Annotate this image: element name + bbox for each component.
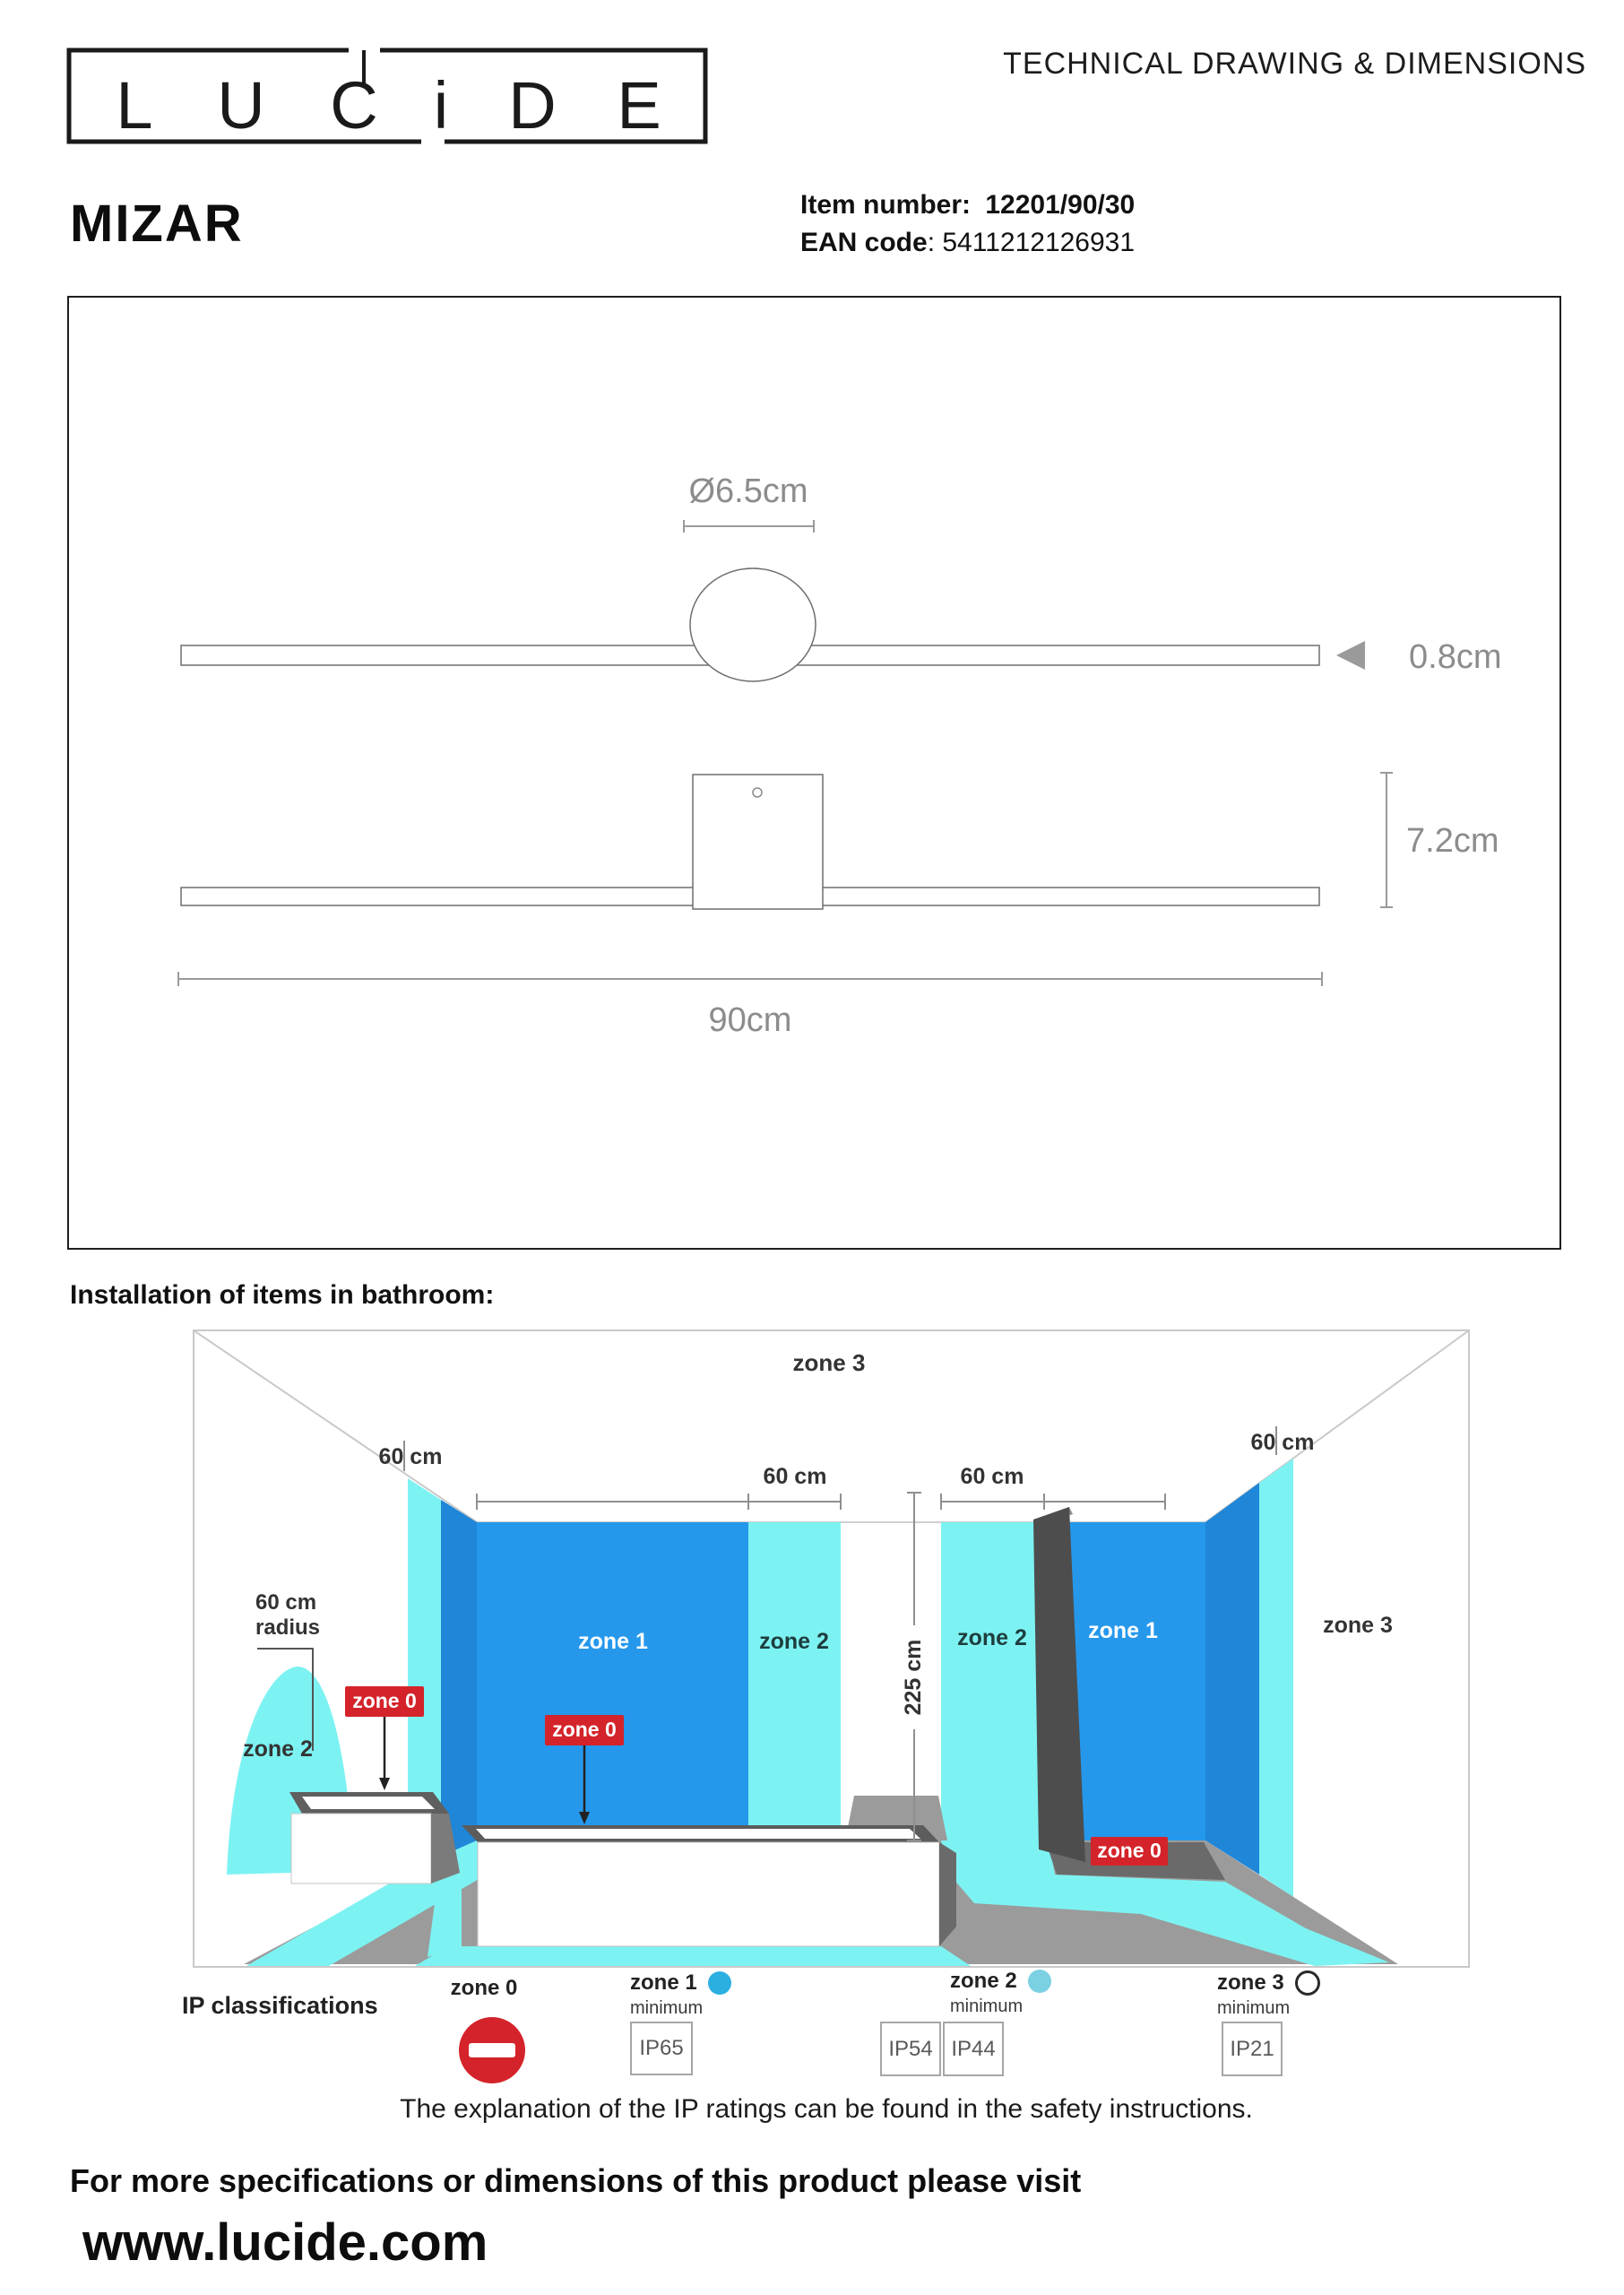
width-label: 90cm (708, 1001, 792, 1039)
logo-letter: E (617, 68, 661, 143)
zone2-sidewall-right (1259, 1459, 1293, 1897)
zone1-sidewall-left (441, 1500, 477, 1857)
zone2-label-left: zone 2 (759, 1629, 829, 1654)
item-number-row (800, 186, 1135, 224)
no-entry-icon (459, 2017, 525, 2083)
height-dim-label: 225 cm (901, 1639, 926, 1716)
footer-text: For more specifications or dimensions of this product please visit (70, 2162, 1082, 2199)
zone2-label-far-left: zone 2 (243, 1736, 313, 1762)
ean-value: : 5411212126931 (927, 228, 1136, 257)
bathroom-zone-diagram (193, 1329, 1470, 1968)
ip-zone3-name: zone 3 (1217, 1970, 1284, 1995)
zone1-wall-left (477, 1522, 748, 1840)
ip54-box: IP54 (880, 2022, 941, 2076)
product-name: MIZAR (70, 195, 244, 253)
diameter-label: Ø6.5cm (688, 472, 808, 510)
zone0-badge-tub-label: zone 0 (552, 1718, 617, 1741)
website-link[interactable]: www.lucide.com (82, 2213, 488, 2272)
ip-zone1-name: zone 1 (630, 1970, 697, 1995)
ip-zone0-name: zone 0 (450, 1976, 518, 2000)
logo-letter: U (217, 68, 265, 143)
ip-heading: IP classifications (182, 1992, 378, 2019)
tub-front (478, 1842, 939, 1946)
ip65-box: IP65 (630, 2022, 693, 2075)
ip-zone2-row (950, 1969, 1051, 1994)
ip-zone3-minimum: minimum (1217, 1998, 1291, 2018)
zone1-dot-icon (708, 1971, 731, 1995)
item-number-value: 12201/90/30 (985, 190, 1136, 220)
logo-letter: D (508, 68, 557, 143)
technical-drawing (69, 298, 1559, 1248)
logo-letter: L (116, 68, 153, 143)
technical-drawing-box (67, 296, 1561, 1250)
ip-zone1-row (630, 1970, 731, 1996)
thickness-label: 0.8cm (1409, 638, 1502, 676)
fixture-sphere (690, 568, 816, 681)
zone1-label-right: zone 1 (1088, 1618, 1158, 1643)
zone3-ceiling-label: zone 3 (792, 1349, 866, 1376)
thickness-arrow (1336, 641, 1365, 670)
radius-label-line1: 60 cm (255, 1590, 317, 1615)
ean-row (800, 224, 1135, 262)
zone3-wall-label: zone 3 (1323, 1613, 1393, 1638)
no-entry-bar (469, 2043, 515, 2057)
dim-60cm-label-left: 60 cm (763, 1464, 827, 1489)
zone2-label-right: zone 2 (957, 1625, 1027, 1650)
dim-60cm-label-right: 60 cm (960, 1464, 1024, 1489)
logo-letter: i (433, 68, 449, 143)
basin-top-inner (302, 1797, 435, 1809)
zone1-sidewall-right (1205, 1483, 1259, 1875)
doc-title: TECHNICAL DRAWING & DIMENSIONS (1003, 47, 1586, 81)
product-codes (800, 186, 1135, 262)
zone0-badge-basin-label: zone 0 (352, 1689, 417, 1712)
ip-caption: The explanation of the IP ratings can be found in the safety instructions. (400, 2094, 1253, 2124)
radius-label-line2: radius (255, 1615, 321, 1640)
dim-60cm-label-left-corner: 60 cm (378, 1444, 443, 1469)
zone2-floor-tub-band (415, 1946, 971, 1966)
ip44-box: IP44 (943, 2022, 1004, 2076)
item-number-label: Item number: (800, 190, 972, 220)
ip-zone2-name: zone 2 (950, 1969, 1017, 1993)
ip-zone1-minimum: minimum (630, 1998, 704, 2018)
dim-60cm-label-right-corner: 60 cm (1250, 1430, 1315, 1455)
depth-label: 7.2cm (1406, 822, 1499, 860)
logo-letter: C (330, 68, 378, 143)
ip-zone3-row (1217, 1970, 1320, 1996)
zone2-dot-icon (1028, 1970, 1051, 1993)
ean-label: EAN code (800, 228, 928, 257)
ip-zone2-minimum: minimum (950, 1996, 1024, 2016)
zone3-circle-icon (1295, 1970, 1320, 1996)
zone2-wall-left (748, 1522, 841, 1840)
zone2-wall-right (941, 1522, 1044, 1840)
zone1-label-left: zone 1 (578, 1629, 648, 1654)
lucide-logo (66, 48, 708, 144)
tub-rim-inner (476, 1829, 920, 1839)
wall-plate (693, 775, 823, 909)
ip21-box: IP21 (1222, 2022, 1283, 2076)
bathroom-heading: Installation of items in bathroom: (70, 1280, 495, 1310)
basin-front (291, 1814, 431, 1884)
zone0-badge-shower-label: zone 0 (1097, 1839, 1162, 1862)
